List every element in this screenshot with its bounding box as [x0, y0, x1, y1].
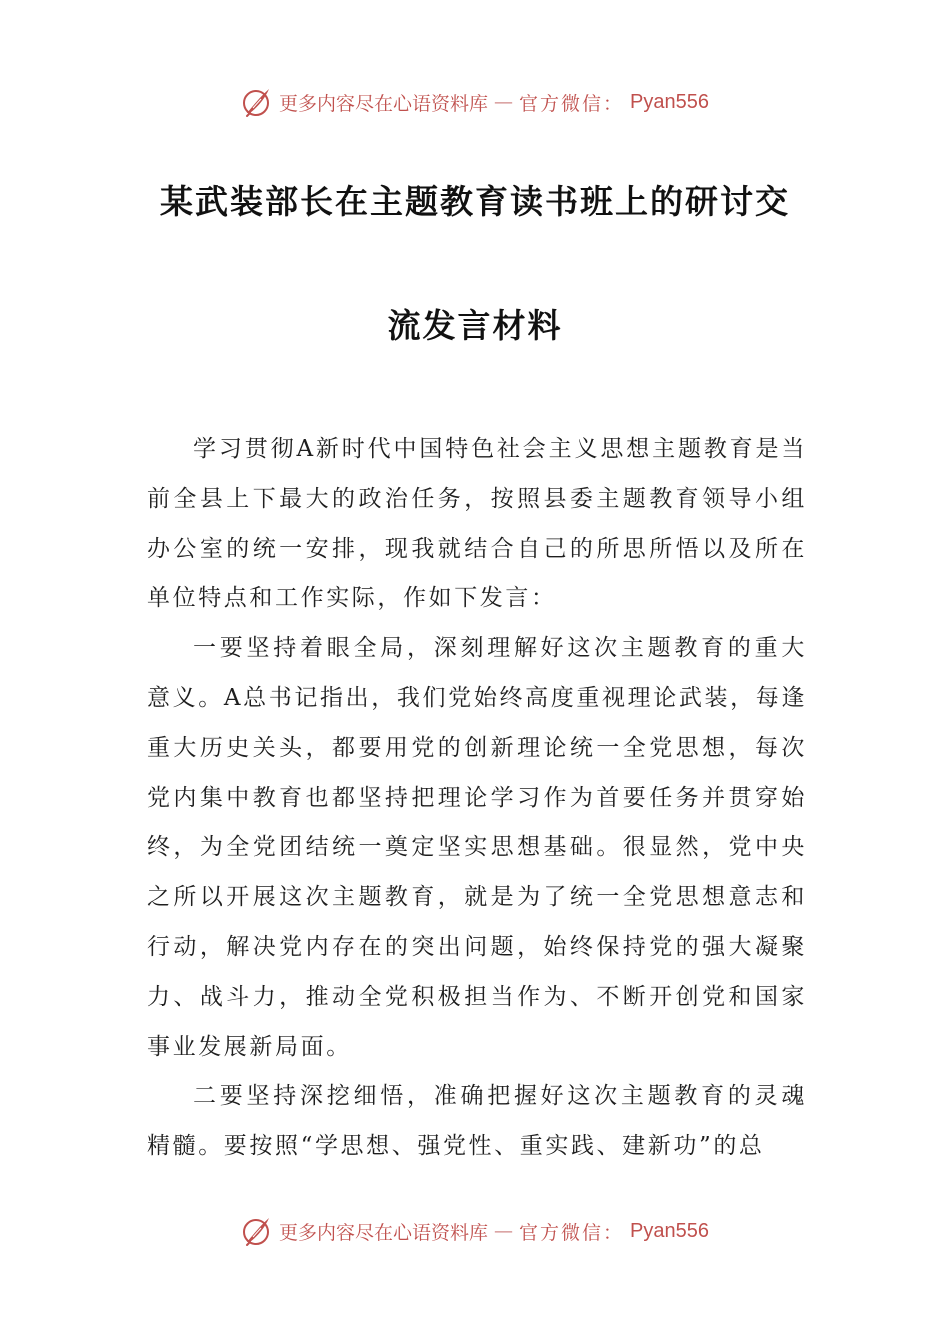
document-body [147, 425, 807, 1172]
document-title-line-2: 流发言材料 [387, 306, 563, 345]
quill-logo-icon [241, 1215, 273, 1247]
paragraph-point-two: 二要坚持深挖细悟，准确把握好这次主题教育的灵魂精髓。要按照“学思想、强党性、重实践、建新功”的总 [147, 1083, 807, 1160]
banner-wechat-label: 官方微信： [519, 1221, 625, 1244]
paragraph-intro: 学习贯彻A新时代中国特色社会主义思想主题教育是当前全县上下最大的政治任务，按照县委主题教育领导小组办公室的统一安排，现我就结合自己的所思所悟以及所在单位特点和工作实际，作如下发言： [147, 436, 807, 612]
banner-wechat-label: 官方微信： [519, 92, 625, 115]
banner-brand-text: 更多内容尽在心语资料库 [279, 1221, 489, 1244]
banner-wechat-id: Pyan556 [630, 1219, 709, 1242]
quill-logo-icon [241, 86, 273, 118]
document-title-line-1: 某武装部长在主题教育读书班上的研讨交 [160, 182, 790, 221]
paragraph-point-one: 一要坚持着眼全局，深刻理解好这次主题教育的重大意义。A总书记指出，我们党始终高度重视理论武装，每逢重大历史关头，都要用党的创新理论统一全党思想，每次党内集中教育也都坚持把理论学习作为首要任务并贯穿始终，为全党团结统一奠定坚实思想基础。很显然，党中央之所以开展这次主题教育，就是为了统一全党思想意志和行动，解决党内存在的突出问题，始终保持党的强大凝聚力、战斗力，推动全党积极担当作为、不断开创党和国家事业发展新局面。 [147, 635, 807, 1060]
banner-separator: — [494, 91, 514, 113]
banner-wechat-id: Pyan556 [630, 90, 709, 113]
banner-separator: — [494, 1220, 514, 1242]
footer-banner [0, 1211, 950, 1251]
header-banner [0, 82, 950, 122]
banner-brand-text: 更多内容尽在心语资料库 [279, 92, 489, 115]
